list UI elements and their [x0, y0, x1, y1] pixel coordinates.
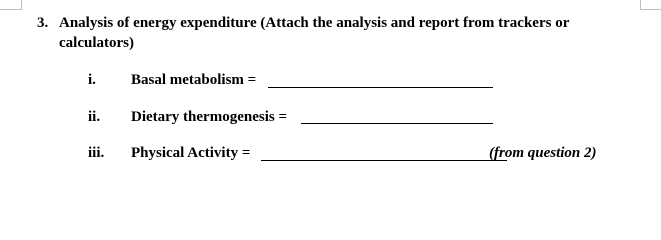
item-label: Basal metabolism =	[131, 72, 257, 88]
item-label: Dietary thermogenesis =	[131, 109, 288, 125]
corner-mark-top-right-v	[640, 0, 641, 10]
question-title-line1: Analysis of energy expenditure (Attach the analysis and report from trackers or	[59, 15, 570, 31]
corner-mark-top-left-h	[0, 9, 21, 10]
reference-note: (from question 2)	[489, 145, 597, 161]
question-number: 3.	[37, 15, 49, 31]
question-heading	[37, 13, 627, 53]
item-numeral: iii.	[88, 145, 105, 161]
question-title-line2: calculators)	[59, 35, 134, 51]
item-numeral: i.	[88, 72, 96, 88]
answer-blank-dietary-thermogenesis[interactable]	[301, 123, 493, 124]
corner-mark-top-right-h	[640, 9, 661, 10]
answer-blank-physical-activity[interactable]	[261, 160, 507, 161]
corner-mark-top-left-v	[21, 0, 22, 10]
item-label: Physical Activity =	[131, 145, 251, 161]
item-numeral: ii.	[88, 109, 101, 125]
answer-blank-basal-metabolism[interactable]	[268, 87, 493, 88]
